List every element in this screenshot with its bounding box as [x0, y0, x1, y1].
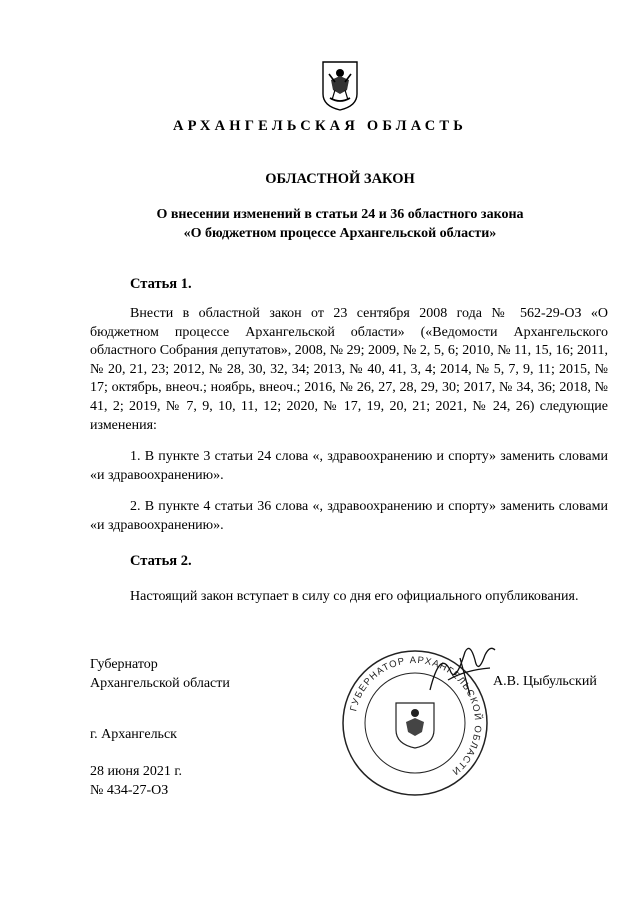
handwritten-signature	[420, 640, 500, 700]
region-header: АРХАНГЕЛЬСКАЯ ОБЛАСТЬ	[172, 118, 468, 134]
law-title	[0, 205, 640, 243]
law-title-line-1: О внесении изменений в статьи 24 и 36 областного закона	[156, 207, 524, 222]
law-date: 28 июня 2021 г.	[90, 764, 183, 779]
position-line-1: Губернатор	[90, 657, 158, 672]
law-type: ОБЛАСТНОЙ ЗАКОН	[265, 171, 415, 187]
law-number: № 434-27-ОЗ	[90, 783, 169, 798]
svg-text:ГУБЕРНАТОР АРХАНГЕЛЬСКОЙ ОБЛАС: ГУБЕРНАТОР АРХАНГЕЛЬСКОЙ ОБЛАСТИ	[348, 654, 484, 778]
city: г. Архангельск	[90, 727, 177, 742]
coat-of-arms-emblem	[321, 60, 359, 112]
article-1-heading: Статья 1.	[130, 276, 192, 292]
article-1-item-1: 1. В пункте 3 статьи 24 слова «, здравоохранению и спорту» заменить словами «и здравоохранению».	[90, 449, 608, 483]
signatory-name: А.В. Цыбульский	[493, 674, 597, 689]
law-title-line-2: «О бюджетном процессе Архангельской области»	[183, 226, 497, 241]
article-1-intro: Внести в областной закон от 23 сентября 2008 года № 562-29-ОЗ «О бюджетном процессе Архангельской области» («Ведомости Архангельского областного Собрания депутатов», 2008, № 29; 2009, № 2, 5, 6; 2010, № 11, 15, 16; 2011, № 20, 21, 23; 2012, № 28, 30, 32, 34; 2013, № 40, 41, 3, 4; 2014, № 5, 7, 9, 11; 2015, № 17; октябрь, внеоч.; ноябрь, внеоч.; 2016, № 26, 27, 28, 29, 30; 2017, № 34, 36; 2018, № 41, 2; 2019, № 7, 9, 10, 11, 12; 2020, № 17, 19, 20, 21; 2021, № 24, 26) следующие изменения:	[90, 306, 609, 433]
signatory-position	[90, 655, 230, 693]
date-and-number	[90, 762, 182, 800]
position-line-2: Архангельской области	[90, 676, 230, 691]
article-1-item-2: 2. В пункте 4 статьи 36 слова «, здравоохранению и спорту» заменить словами «и здравоохранению».	[90, 499, 608, 533]
article-2-text: Настоящий закон вступает в силу со дня его официального опубликования.	[130, 589, 579, 604]
article-2-heading: Статья 2.	[130, 553, 192, 569]
